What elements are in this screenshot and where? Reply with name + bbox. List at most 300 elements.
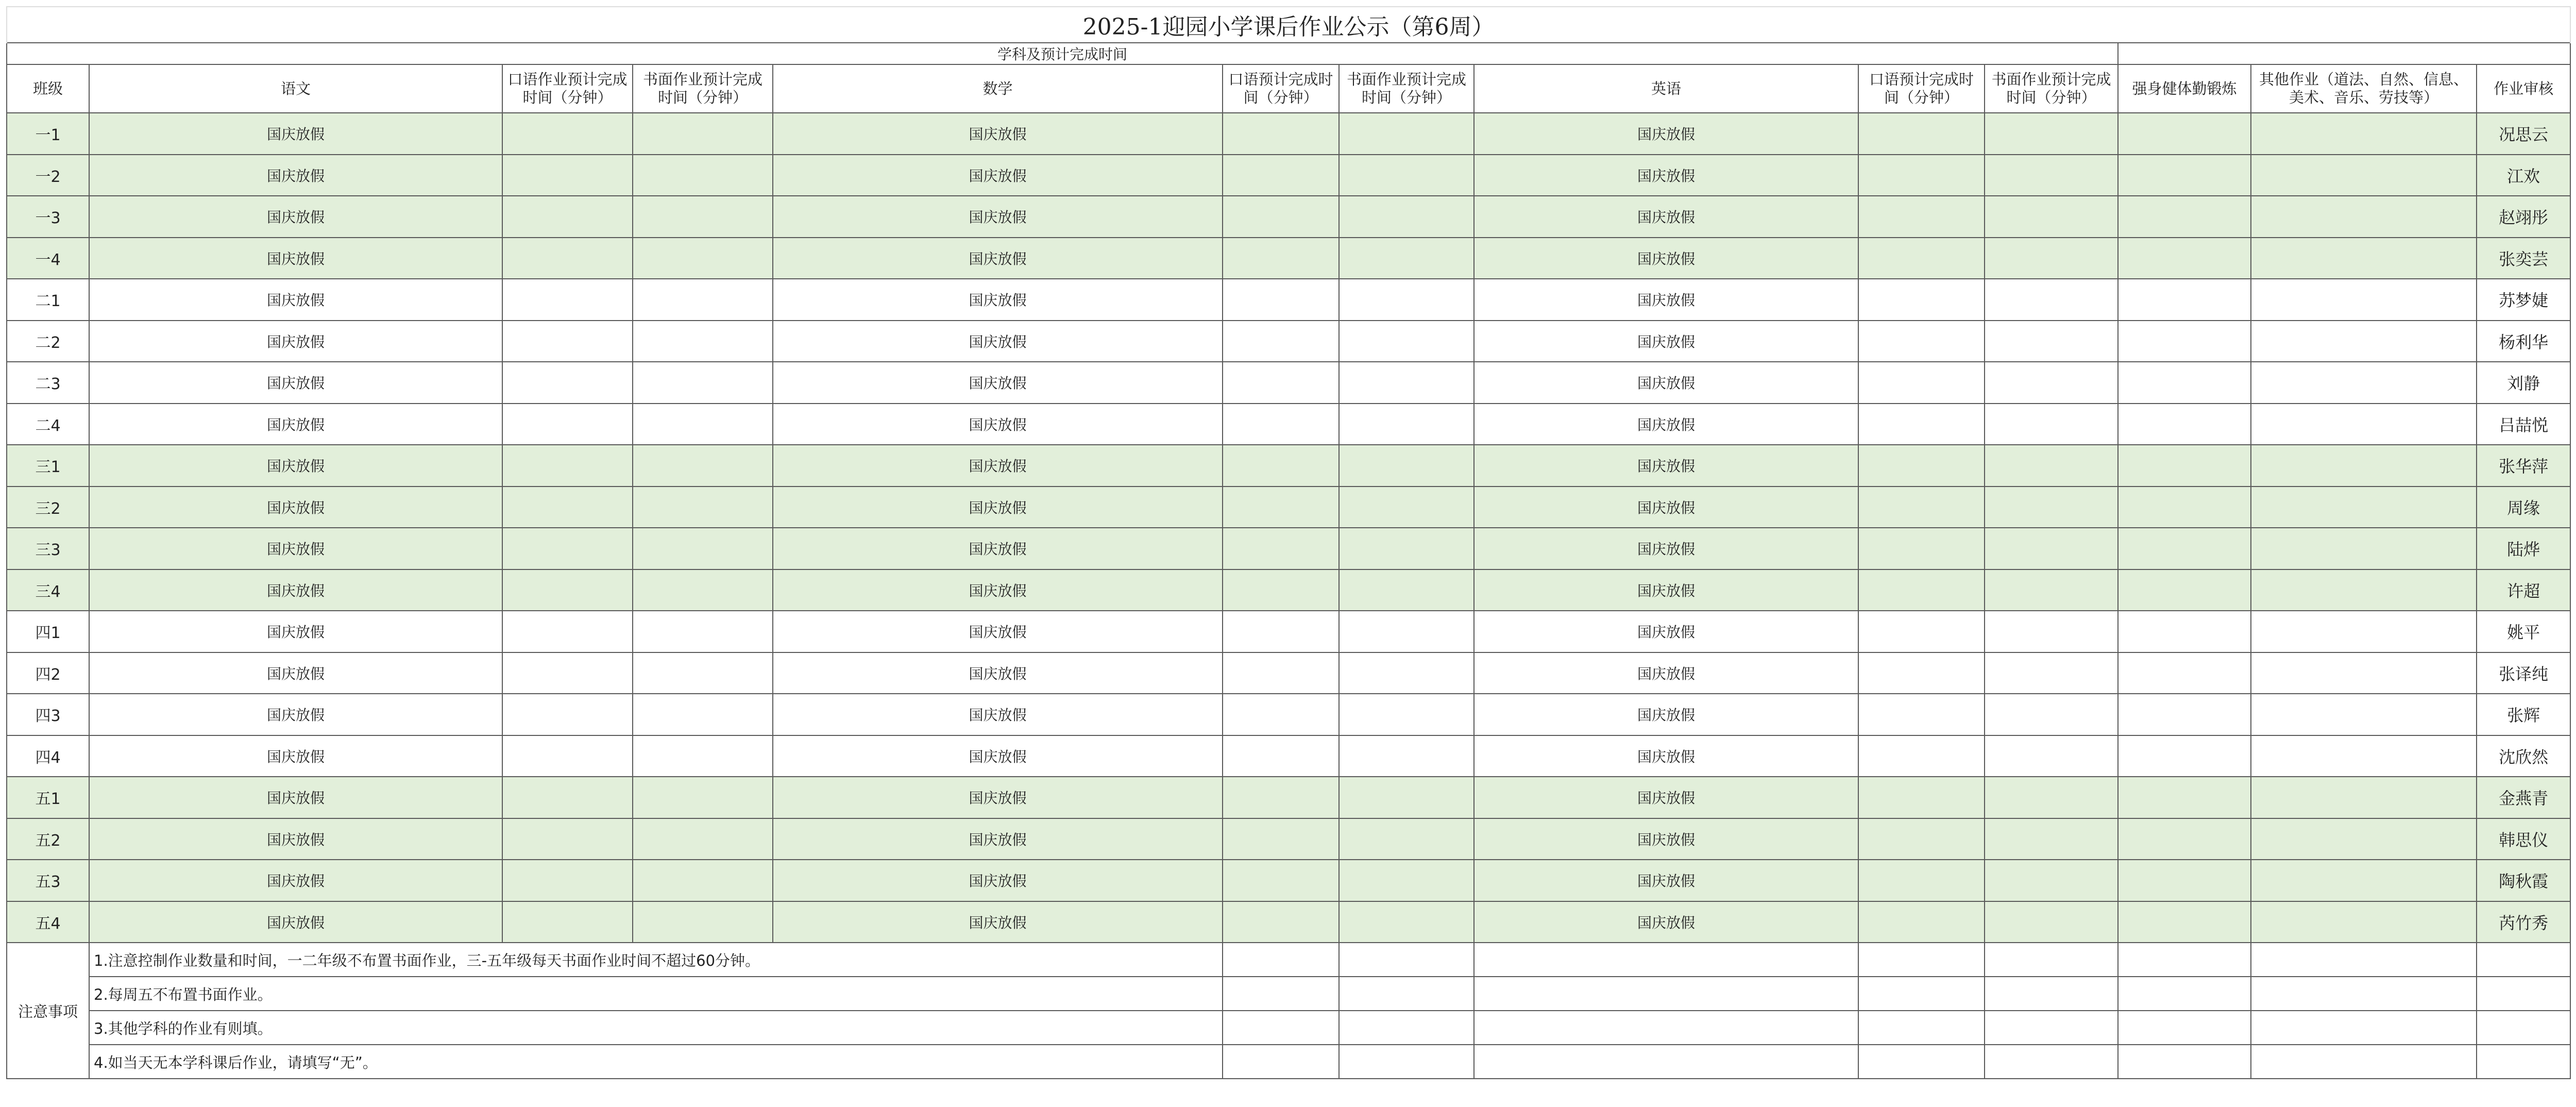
chinese-oral-time-cell[interactable]	[502, 777, 633, 818]
note-blank-cell	[2251, 943, 2477, 977]
exercise-cell[interactable]	[2118, 155, 2251, 196]
math-oral-time-cell[interactable]	[1223, 113, 1339, 155]
chinese-homework-cell[interactable]: 国庆放假	[89, 818, 502, 860]
chinese-oral-time-cell[interactable]	[502, 321, 633, 362]
english-written-time-cell[interactable]	[1985, 569, 2118, 611]
chinese-homework-cell[interactable]: 国庆放假	[89, 652, 502, 694]
chinese-written-time-cell[interactable]	[633, 196, 773, 238]
math-written-time-cell[interactable]	[1339, 652, 1474, 694]
math-oral-time-cell[interactable]	[1223, 487, 1339, 528]
subtitle-cell: 学科及预计完成时间	[7, 43, 2118, 64]
chinese-oral-time-cell[interactable]	[502, 611, 633, 652]
english-oral-time-cell[interactable]	[1858, 528, 1985, 569]
other-homework-cell[interactable]	[2251, 528, 2477, 569]
chinese-oral-time-cell[interactable]	[502, 528, 633, 569]
english-homework-cell[interactable]: 国庆放假	[1474, 777, 1858, 818]
english-written-time-cell[interactable]	[1985, 155, 2118, 196]
english-oral-time-cell[interactable]	[1858, 113, 1985, 155]
english-written-time-cell[interactable]	[1985, 445, 2118, 487]
chinese-homework-cell[interactable]: 国庆放假	[89, 445, 502, 487]
math-oral-time-cell[interactable]	[1223, 860, 1339, 901]
class-cell: 五1	[7, 777, 89, 818]
header-math: 数学	[773, 64, 1223, 113]
math-oral-time-cell[interactable]	[1223, 901, 1339, 943]
english-written-time-cell[interactable]	[1985, 611, 2118, 652]
math-homework-cell[interactable]: 国庆放假	[773, 113, 1223, 155]
exercise-cell[interactable]	[2118, 528, 2251, 569]
math-homework-cell[interactable]: 国庆放假	[773, 279, 1223, 321]
math-written-time-cell[interactable]	[1339, 777, 1474, 818]
chinese-oral-time-cell[interactable]	[502, 279, 633, 321]
exercise-cell[interactable]	[2118, 279, 2251, 321]
english-homework-cell[interactable]: 国庆放假	[1474, 279, 1858, 321]
chinese-oral-time-cell[interactable]	[502, 569, 633, 611]
math-written-time-cell[interactable]	[1339, 611, 1474, 652]
english-oral-time-cell[interactable]	[1858, 487, 1985, 528]
chinese-homework-cell[interactable]: 国庆放假	[89, 901, 502, 943]
math-homework-cell[interactable]: 国庆放假	[773, 321, 1223, 362]
class-cell: 四3	[7, 694, 89, 735]
math-homework-cell[interactable]: 国庆放假	[773, 611, 1223, 652]
english-homework-cell[interactable]: 国庆放假	[1474, 694, 1858, 735]
reviewer-cell: 张奕芸	[2477, 238, 2570, 279]
chinese-oral-time-cell[interactable]	[502, 735, 633, 777]
note-blank-cell	[2477, 1011, 2570, 1045]
chinese-homework-cell[interactable]: 国庆放假	[89, 279, 502, 321]
other-homework-cell[interactable]	[2251, 487, 2477, 528]
english-homework-cell[interactable]: 国庆放假	[1474, 860, 1858, 901]
other-homework-cell[interactable]	[2251, 321, 2477, 362]
math-oral-time-cell[interactable]	[1223, 818, 1339, 860]
math-written-time-cell[interactable]	[1339, 155, 1474, 196]
header-chinese-oral-time: 口语作业预计完成时间（分钟）	[502, 64, 633, 113]
math-homework-cell[interactable]: 国庆放假	[773, 528, 1223, 569]
chinese-written-time-cell[interactable]	[633, 113, 773, 155]
math-homework-cell[interactable]: 国庆放假	[773, 196, 1223, 238]
note-blank-cell	[1339, 1011, 1474, 1045]
other-homework-cell[interactable]	[2251, 362, 2477, 404]
math-homework-cell[interactable]: 国庆放假	[773, 652, 1223, 694]
english-written-time-cell[interactable]	[1985, 487, 2118, 528]
english-homework-cell[interactable]: 国庆放假	[1474, 818, 1858, 860]
english-oral-time-cell[interactable]	[1858, 321, 1985, 362]
math-homework-cell[interactable]: 国庆放假	[773, 818, 1223, 860]
english-homework-cell[interactable]: 国庆放假	[1474, 611, 1858, 652]
math-written-time-cell[interactable]	[1339, 487, 1474, 528]
chinese-written-time-cell[interactable]	[633, 321, 773, 362]
exercise-cell[interactable]	[2118, 487, 2251, 528]
chinese-written-time-cell[interactable]	[633, 155, 773, 196]
math-homework-cell[interactable]: 国庆放假	[773, 445, 1223, 487]
math-oral-time-cell[interactable]	[1223, 196, 1339, 238]
math-oral-time-cell[interactable]	[1223, 155, 1339, 196]
class-cell: 三4	[7, 569, 89, 611]
english-written-time-cell[interactable]	[1985, 362, 2118, 404]
reviewer-cell: 许超	[2477, 569, 2570, 611]
chinese-written-time-cell[interactable]	[633, 279, 773, 321]
math-homework-cell[interactable]: 国庆放假	[773, 901, 1223, 943]
english-homework-cell[interactable]: 国庆放假	[1474, 735, 1858, 777]
english-written-time-cell[interactable]	[1985, 113, 2118, 155]
chinese-written-time-cell[interactable]	[633, 528, 773, 569]
math-oral-time-cell[interactable]	[1223, 611, 1339, 652]
math-homework-cell[interactable]: 国庆放假	[773, 569, 1223, 611]
english-written-time-cell[interactable]	[1985, 196, 2118, 238]
class-cell: 三2	[7, 487, 89, 528]
math-homework-cell[interactable]: 国庆放假	[773, 362, 1223, 404]
exercise-cell[interactable]	[2118, 321, 2251, 362]
english-oral-time-cell[interactable]	[1858, 569, 1985, 611]
chinese-oral-time-cell[interactable]	[502, 652, 633, 694]
chinese-homework-cell[interactable]: 国庆放假	[89, 113, 502, 155]
other-homework-cell[interactable]	[2251, 569, 2477, 611]
math-homework-cell[interactable]: 国庆放假	[773, 487, 1223, 528]
english-oral-time-cell[interactable]	[1858, 777, 1985, 818]
other-homework-cell[interactable]	[2251, 735, 2477, 777]
other-homework-cell[interactable]	[2251, 652, 2477, 694]
table-row	[7, 362, 2570, 404]
math-written-time-cell[interactable]	[1339, 238, 1474, 279]
header-english-oral-time: 口语预计完成时间（分钟）	[1858, 64, 1985, 113]
chinese-oral-time-cell[interactable]	[502, 901, 633, 943]
other-homework-cell[interactable]	[2251, 694, 2477, 735]
chinese-oral-time-cell[interactable]	[502, 362, 633, 404]
math-written-time-cell[interactable]	[1339, 321, 1474, 362]
exercise-cell[interactable]	[2118, 445, 2251, 487]
english-written-time-cell[interactable]	[1985, 818, 2118, 860]
english-oral-time-cell[interactable]	[1858, 735, 1985, 777]
header-chinese-written-time: 书面作业预计完成时间（分钟）	[633, 64, 773, 113]
exercise-cell[interactable]	[2118, 860, 2251, 901]
math-oral-time-cell[interactable]	[1223, 528, 1339, 569]
chinese-written-time-cell[interactable]	[633, 652, 773, 694]
exercise-cell[interactable]	[2118, 569, 2251, 611]
table-row	[7, 155, 2570, 196]
chinese-oral-time-cell[interactable]	[502, 487, 633, 528]
table-row	[7, 528, 2570, 569]
exercise-cell[interactable]	[2118, 652, 2251, 694]
class-cell: 一3	[7, 196, 89, 238]
math-oral-time-cell[interactable]	[1223, 321, 1339, 362]
english-written-time-cell[interactable]	[1985, 901, 2118, 943]
math-written-time-cell[interactable]	[1339, 113, 1474, 155]
math-oral-time-cell[interactable]	[1223, 362, 1339, 404]
other-homework-cell[interactable]	[2251, 279, 2477, 321]
chinese-oral-time-cell[interactable]	[502, 238, 633, 279]
class-cell: 四2	[7, 652, 89, 694]
note-blank-cell	[2118, 977, 2251, 1011]
chinese-homework-cell[interactable]: 国庆放假	[89, 777, 502, 818]
other-homework-cell[interactable]	[2251, 155, 2477, 196]
exercise-cell[interactable]	[2118, 694, 2251, 735]
chinese-written-time-cell[interactable]	[633, 818, 773, 860]
math-written-time-cell[interactable]	[1339, 279, 1474, 321]
subtitle-blank-cell	[2118, 43, 2570, 64]
english-homework-cell[interactable]: 国庆放假	[1474, 404, 1858, 445]
english-oral-time-cell[interactable]	[1858, 652, 1985, 694]
reviewer-cell: 金燕青	[2477, 777, 2570, 818]
chinese-oral-time-cell[interactable]	[502, 113, 633, 155]
english-oral-time-cell[interactable]	[1858, 694, 1985, 735]
english-written-time-cell[interactable]	[1985, 238, 2118, 279]
exercise-cell[interactable]	[2118, 818, 2251, 860]
math-written-time-cell[interactable]	[1339, 735, 1474, 777]
exercise-cell[interactable]	[2118, 238, 2251, 279]
other-homework-cell[interactable]	[2251, 901, 2477, 943]
header-chinese: 语文	[89, 64, 502, 113]
note-blank-cell	[1474, 1011, 1858, 1045]
header-exercise: 强身健体勤锻炼	[2118, 64, 2251, 113]
english-homework-cell[interactable]: 国庆放假	[1474, 155, 1858, 196]
chinese-written-time-cell[interactable]	[633, 404, 773, 445]
math-oral-time-cell[interactable]	[1223, 777, 1339, 818]
english-homework-cell[interactable]: 国庆放假	[1474, 113, 1858, 155]
class-cell: 五2	[7, 818, 89, 860]
reviewer-cell: 赵翊彤	[2477, 196, 2570, 238]
exercise-cell[interactable]	[2118, 901, 2251, 943]
chinese-homework-cell[interactable]: 国庆放假	[89, 362, 502, 404]
english-written-time-cell[interactable]	[1985, 528, 2118, 569]
table-row	[7, 818, 2570, 860]
english-homework-cell[interactable]: 国庆放假	[1474, 196, 1858, 238]
math-written-time-cell[interactable]	[1339, 362, 1474, 404]
math-oral-time-cell[interactable]	[1223, 445, 1339, 487]
table-row	[7, 611, 2570, 652]
math-oral-time-cell[interactable]	[1223, 238, 1339, 279]
math-homework-cell[interactable]: 国庆放假	[773, 238, 1223, 279]
chinese-homework-cell[interactable]: 国庆放假	[89, 528, 502, 569]
chinese-homework-cell[interactable]: 国庆放假	[89, 196, 502, 238]
english-homework-cell[interactable]: 国庆放假	[1474, 569, 1858, 611]
reviewer-cell: 韩思仪	[2477, 818, 2570, 860]
chinese-oral-time-cell[interactable]	[502, 155, 633, 196]
math-oral-time-cell[interactable]	[1223, 279, 1339, 321]
math-oral-time-cell[interactable]	[1223, 735, 1339, 777]
chinese-written-time-cell[interactable]	[633, 694, 773, 735]
exercise-cell[interactable]	[2118, 113, 2251, 155]
chinese-homework-cell[interactable]: 国庆放假	[89, 404, 502, 445]
note-blank-cell	[1858, 1045, 1985, 1079]
chinese-oral-time-cell[interactable]	[502, 196, 633, 238]
table-row	[7, 777, 2570, 818]
math-written-time-cell[interactable]	[1339, 860, 1474, 901]
english-oral-time-cell[interactable]	[1858, 279, 1985, 321]
chinese-written-time-cell[interactable]	[633, 735, 773, 777]
reviewer-cell: 张译纯	[2477, 652, 2570, 694]
english-homework-cell[interactable]: 国庆放假	[1474, 445, 1858, 487]
reviewer-cell: 陆烨	[2477, 528, 2570, 569]
other-homework-cell[interactable]	[2251, 860, 2477, 901]
math-homework-cell[interactable]: 国庆放假	[773, 860, 1223, 901]
chinese-oral-time-cell[interactable]	[502, 860, 633, 901]
chinese-oral-time-cell[interactable]	[502, 445, 633, 487]
math-written-time-cell[interactable]	[1339, 901, 1474, 943]
reviewer-cell: 周缘	[2477, 487, 2570, 528]
english-written-time-cell[interactable]	[1985, 860, 2118, 901]
class-cell: 二3	[7, 362, 89, 404]
chinese-oral-time-cell[interactable]	[502, 818, 633, 860]
chinese-written-time-cell[interactable]	[633, 860, 773, 901]
math-written-time-cell[interactable]	[1339, 445, 1474, 487]
chinese-homework-cell[interactable]: 国庆放假	[89, 860, 502, 901]
chinese-written-time-cell[interactable]	[633, 569, 773, 611]
other-homework-cell[interactable]	[2251, 113, 2477, 155]
reviewer-cell: 沈欣然	[2477, 735, 2570, 777]
chinese-written-time-cell[interactable]	[633, 777, 773, 818]
note-blank-cell	[1985, 943, 2118, 977]
note-blank-cell	[2251, 1045, 2477, 1079]
english-oral-time-cell[interactable]	[1858, 362, 1985, 404]
note-blank-cell	[1474, 943, 1858, 977]
page-title: 2025-1迎园小学课后作业公示（第6周）	[7, 7, 2570, 43]
english-oral-time-cell[interactable]	[1858, 818, 1985, 860]
english-oral-time-cell[interactable]	[1858, 238, 1985, 279]
english-homework-cell[interactable]: 国庆放假	[1474, 901, 1858, 943]
reviewer-cell: 苏梦婕	[2477, 279, 2570, 321]
chinese-written-time-cell[interactable]	[633, 611, 773, 652]
header-english-written-time: 书面作业预计完成时间（分钟）	[1985, 64, 2118, 113]
homework-table	[6, 6, 2571, 1079]
table-row	[7, 901, 2570, 943]
chinese-homework-cell[interactable]: 国庆放假	[89, 487, 502, 528]
note-item: 1.注意控制作业数量和时间，一二年级不布置书面作业，三-五年级每天书面作业时间不超过60分钟。	[89, 943, 1223, 977]
english-written-time-cell[interactable]	[1985, 404, 2118, 445]
math-written-time-cell[interactable]	[1339, 694, 1474, 735]
english-homework-cell[interactable]: 国庆放假	[1474, 362, 1858, 404]
class-cell: 三1	[7, 445, 89, 487]
note-row	[7, 1045, 2570, 1079]
math-homework-cell[interactable]: 国庆放假	[773, 777, 1223, 818]
math-written-time-cell[interactable]	[1339, 818, 1474, 860]
note-blank-cell	[1985, 1045, 2118, 1079]
note-item: 4.如当天无本学科课后作业，请填写“无”。	[89, 1045, 1223, 1079]
reviewer-cell: 刘静	[2477, 362, 2570, 404]
chinese-oral-time-cell[interactable]	[502, 694, 633, 735]
english-homework-cell[interactable]: 国庆放假	[1474, 487, 1858, 528]
english-homework-cell[interactable]: 国庆放假	[1474, 528, 1858, 569]
other-homework-cell[interactable]	[2251, 238, 2477, 279]
table-row	[7, 735, 2570, 777]
math-written-time-cell[interactable]	[1339, 404, 1474, 445]
chinese-homework-cell[interactable]: 国庆放假	[89, 155, 502, 196]
exercise-cell[interactable]	[2118, 362, 2251, 404]
note-blank-cell	[2477, 1045, 2570, 1079]
math-oral-time-cell[interactable]	[1223, 569, 1339, 611]
other-homework-cell[interactable]	[2251, 818, 2477, 860]
math-written-time-cell[interactable]	[1339, 528, 1474, 569]
chinese-written-time-cell[interactable]	[633, 362, 773, 404]
other-homework-cell[interactable]	[2251, 611, 2477, 652]
chinese-written-time-cell[interactable]	[633, 487, 773, 528]
note-row	[7, 943, 2570, 977]
exercise-cell[interactable]	[2118, 777, 2251, 818]
table-row	[7, 694, 2570, 735]
other-homework-cell[interactable]	[2251, 196, 2477, 238]
english-homework-cell[interactable]: 国庆放假	[1474, 321, 1858, 362]
chinese-homework-cell[interactable]: 国庆放假	[89, 569, 502, 611]
header-math-oral-time: 口语预计完成时间（分钟）	[1223, 64, 1339, 113]
english-homework-cell[interactable]: 国庆放假	[1474, 238, 1858, 279]
math-oral-time-cell[interactable]	[1223, 404, 1339, 445]
exercise-cell[interactable]	[2118, 404, 2251, 445]
chinese-homework-cell[interactable]: 国庆放假	[89, 735, 502, 777]
english-oral-time-cell[interactable]	[1858, 404, 1985, 445]
exercise-cell[interactable]	[2118, 611, 2251, 652]
math-oral-time-cell[interactable]	[1223, 652, 1339, 694]
note-blank-cell	[2251, 1011, 2477, 1045]
header-math-written-time: 书面作业预计完成时间（分钟）	[1339, 64, 1474, 113]
note-blank-cell	[1858, 943, 1985, 977]
class-cell: 五3	[7, 860, 89, 901]
english-homework-cell[interactable]: 国庆放假	[1474, 652, 1858, 694]
class-cell: 四4	[7, 735, 89, 777]
note-blank-cell	[1339, 943, 1474, 977]
math-written-time-cell[interactable]	[1339, 196, 1474, 238]
note-blank-cell	[2251, 977, 2477, 1011]
english-written-time-cell[interactable]	[1985, 321, 2118, 362]
chinese-homework-cell[interactable]: 国庆放假	[89, 694, 502, 735]
reviewer-cell: 姚平	[2477, 611, 2570, 652]
english-oral-time-cell[interactable]	[1858, 860, 1985, 901]
english-oral-time-cell[interactable]	[1858, 445, 1985, 487]
english-written-time-cell[interactable]	[1985, 694, 2118, 735]
homework-sheet	[6, 6, 2570, 1079]
english-written-time-cell[interactable]	[1985, 777, 2118, 818]
math-homework-cell[interactable]: 国庆放假	[773, 694, 1223, 735]
chinese-homework-cell[interactable]: 国庆放假	[89, 611, 502, 652]
table-row	[7, 113, 2570, 155]
table-row	[7, 487, 2570, 528]
math-written-time-cell[interactable]	[1339, 569, 1474, 611]
reviewer-cell: 张华萍	[2477, 445, 2570, 487]
other-homework-cell[interactable]	[2251, 404, 2477, 445]
class-cell: 二2	[7, 321, 89, 362]
header-row	[7, 64, 2570, 113]
chinese-homework-cell[interactable]: 国庆放假	[89, 321, 502, 362]
chinese-written-time-cell[interactable]	[633, 901, 773, 943]
other-homework-cell[interactable]	[2251, 777, 2477, 818]
math-homework-cell[interactable]: 国庆放假	[773, 155, 1223, 196]
english-written-time-cell[interactable]	[1985, 735, 2118, 777]
class-cell: 三3	[7, 528, 89, 569]
header-english: 英语	[1474, 64, 1858, 113]
math-oral-time-cell[interactable]	[1223, 694, 1339, 735]
other-homework-cell[interactable]	[2251, 445, 2477, 487]
english-written-time-cell[interactable]	[1985, 279, 2118, 321]
chinese-written-time-cell[interactable]	[633, 445, 773, 487]
reviewer-cell: 吕喆悦	[2477, 404, 2570, 445]
chinese-homework-cell[interactable]: 国庆放假	[89, 238, 502, 279]
note-blank-cell	[1223, 943, 1339, 977]
table-row	[7, 445, 2570, 487]
table-row	[7, 279, 2570, 321]
exercise-cell[interactable]	[2118, 735, 2251, 777]
math-homework-cell[interactable]: 国庆放假	[773, 404, 1223, 445]
note-blank-cell	[1223, 977, 1339, 1011]
table-row	[7, 321, 2570, 362]
chinese-written-time-cell[interactable]	[633, 238, 773, 279]
english-oral-time-cell[interactable]	[1858, 901, 1985, 943]
english-oral-time-cell[interactable]	[1858, 611, 1985, 652]
note-blank-cell	[1474, 1045, 1858, 1079]
exercise-cell[interactable]	[2118, 196, 2251, 238]
english-oral-time-cell[interactable]	[1858, 155, 1985, 196]
chinese-oral-time-cell[interactable]	[502, 404, 633, 445]
math-homework-cell[interactable]: 国庆放假	[773, 735, 1223, 777]
english-written-time-cell[interactable]	[1985, 652, 2118, 694]
english-oral-time-cell[interactable]	[1858, 196, 1985, 238]
note-item: 2.每周五不布置书面作业。	[89, 977, 1223, 1011]
